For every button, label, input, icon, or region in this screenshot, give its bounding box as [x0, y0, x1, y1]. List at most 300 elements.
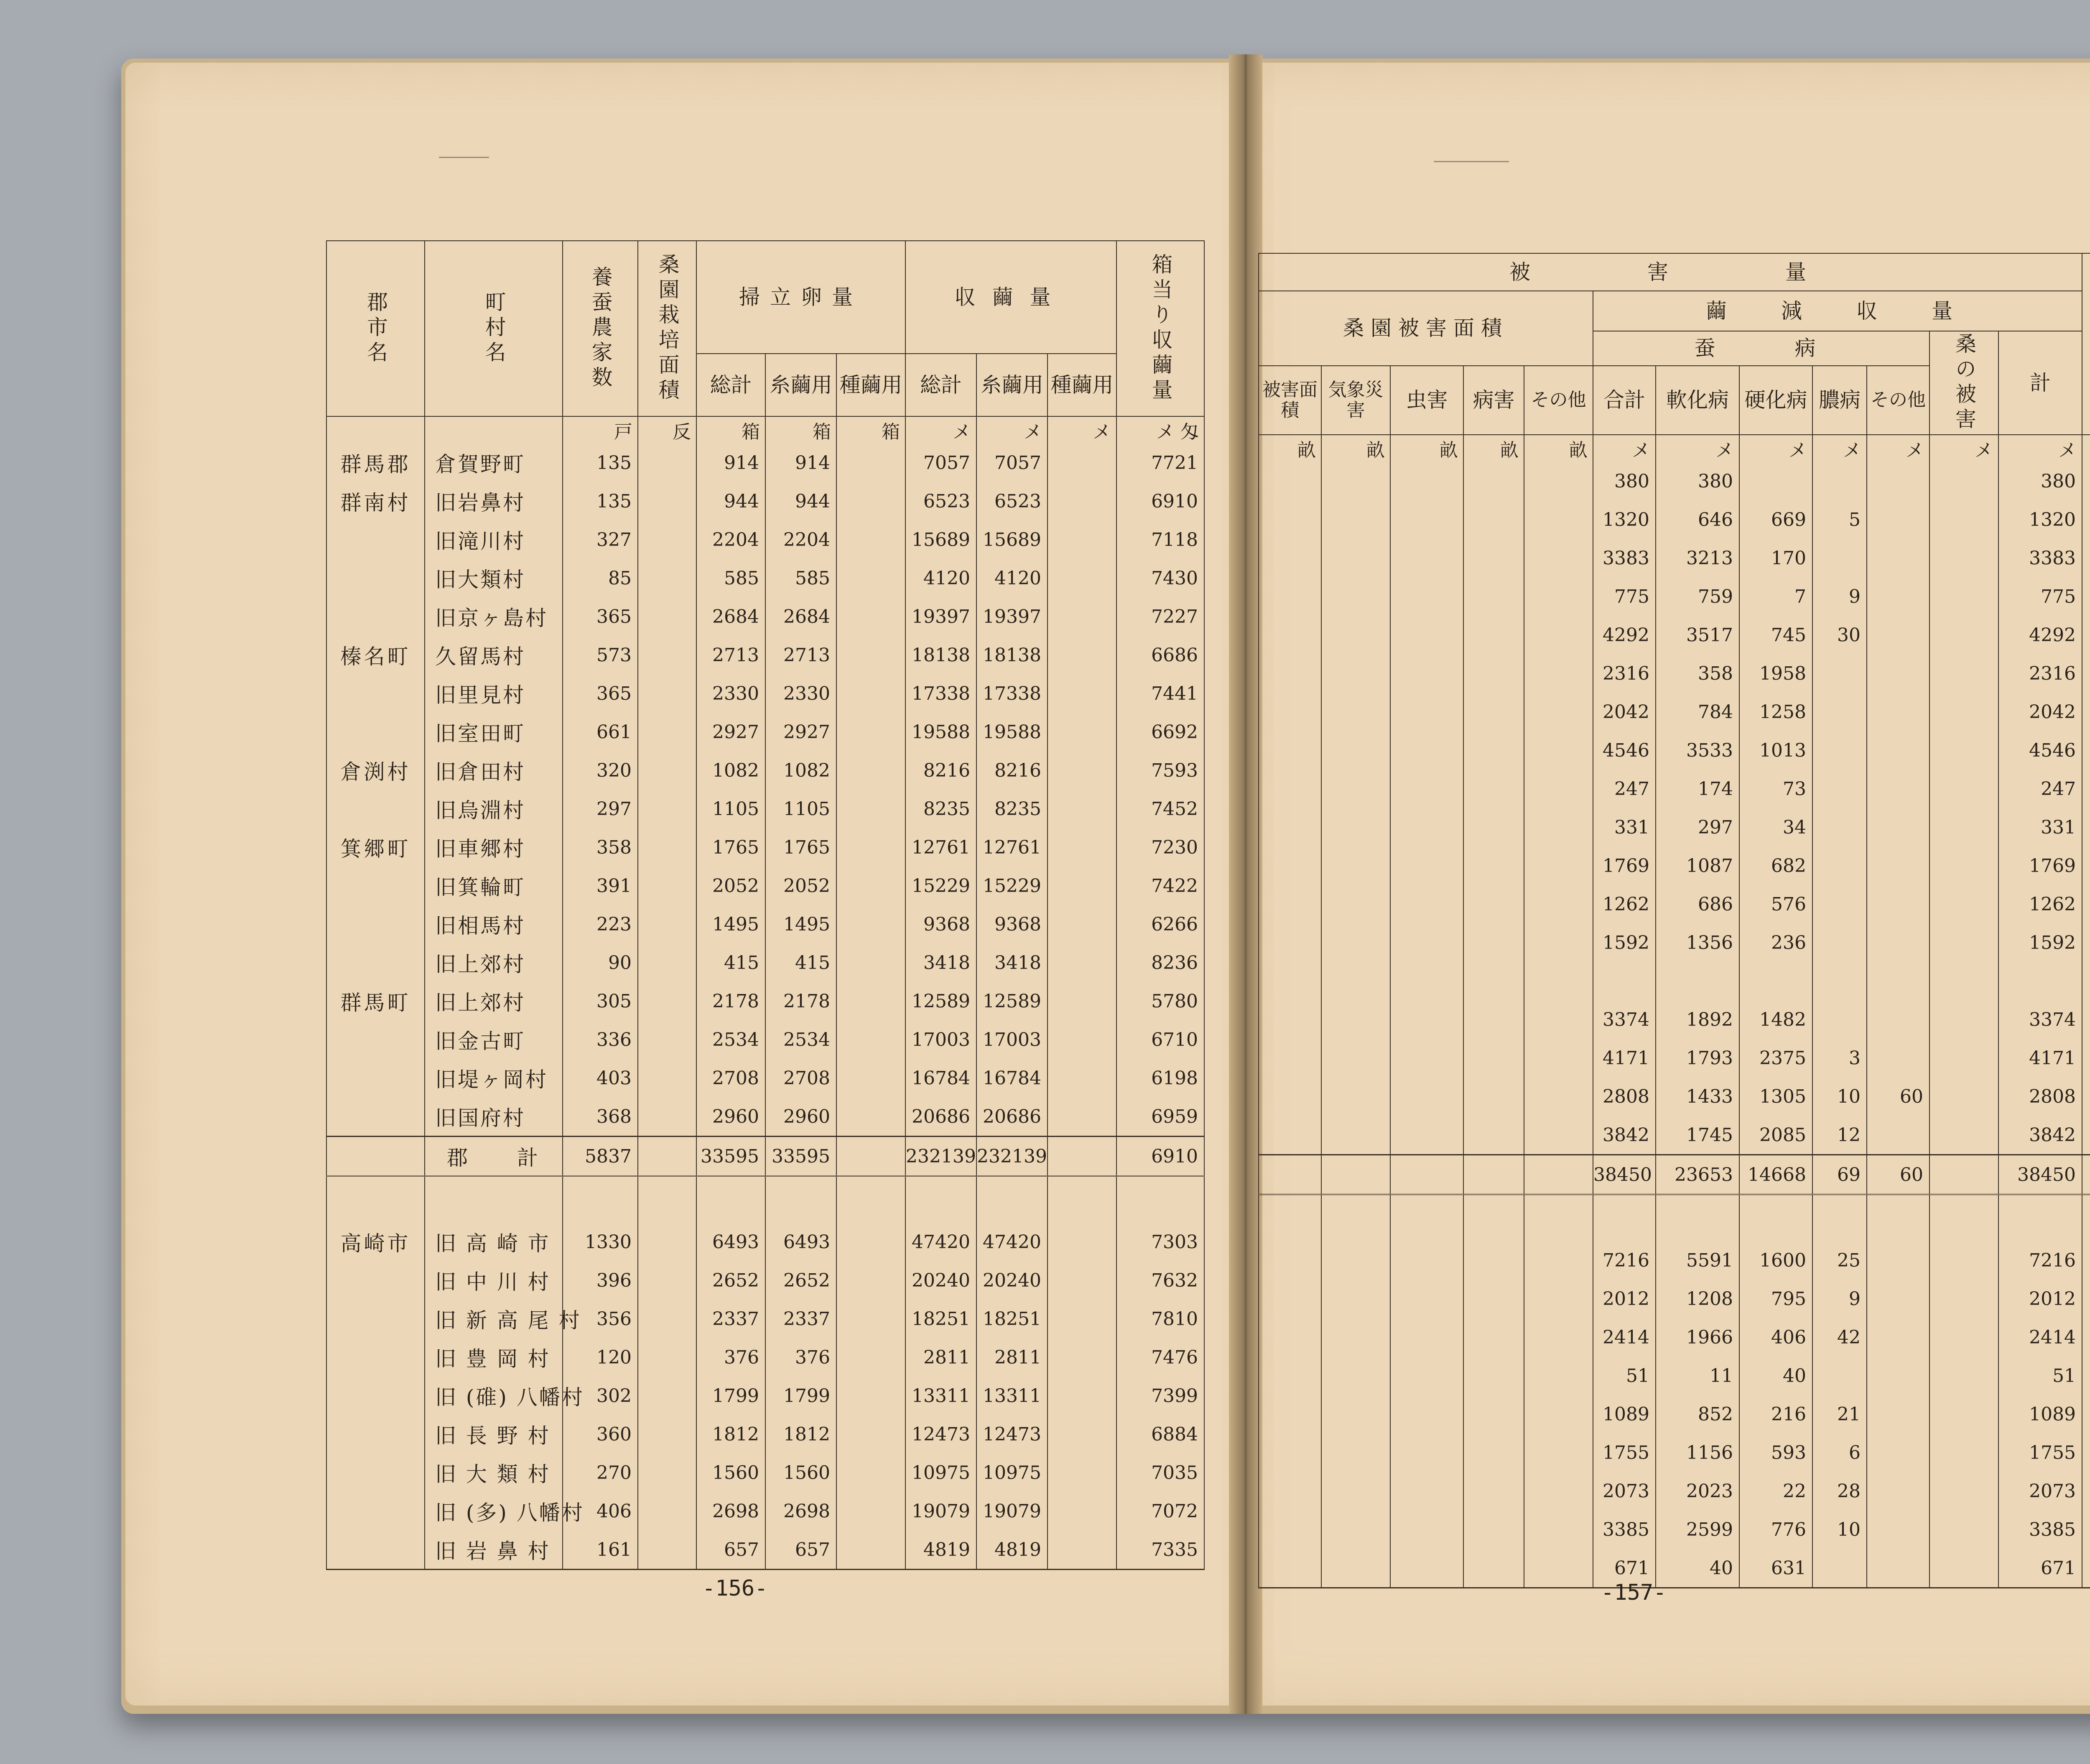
empty-cell: [1390, 770, 1463, 808]
empty-cell: [1463, 1510, 1524, 1549]
empty-cell: [1321, 770, 1390, 808]
book-gutter: [1229, 54, 1262, 1714]
soft-cell: 380: [1656, 462, 1739, 500]
other2-cell: [1867, 1549, 1929, 1588]
empty-cell: [1048, 1261, 1116, 1300]
empty-cell: [1048, 790, 1116, 828]
total-hard: 14668: [1739, 1155, 1812, 1195]
egg-silk-cell: 2204: [765, 520, 836, 559]
empty-cell: [1929, 885, 1998, 923]
unit-cell: 箱: [696, 416, 765, 444]
unit-cell: メ: [1867, 435, 1929, 462]
empty-cell: [1524, 693, 1593, 731]
empty-cell: [1524, 539, 1593, 577]
egg-silk-cell: 6493: [765, 1223, 836, 1261]
left-data-table: [326, 240, 1205, 1570]
empty-cell: [836, 1097, 905, 1137]
farms-cell: 573: [563, 636, 638, 674]
district-cell: [326, 1530, 425, 1570]
table-row: [1259, 1077, 2090, 1116]
sum-cell: 380: [1593, 462, 1656, 500]
empty-cell: [1321, 1433, 1390, 1472]
soft-cell: 1793: [1656, 1039, 1739, 1077]
hard-cell: 406: [1739, 1318, 1812, 1356]
empty-cell: [1259, 1116, 1321, 1155]
soft-cell: 1208: [1656, 1280, 1739, 1318]
header-cocoon-seed: 種繭用: [1048, 354, 1116, 416]
town-cell: 旧里見村: [425, 674, 563, 713]
empty-cell: [1259, 1280, 1321, 1318]
empty-cell: [1524, 1195, 1593, 1241]
total-cell: 1592: [1998, 923, 2082, 962]
total-pus: 69: [1812, 1155, 1867, 1195]
empty-cell: [1048, 1338, 1116, 1377]
table-row: [1259, 1356, 2090, 1395]
total-cell: 247: [1998, 770, 2082, 808]
empty-cell: [1929, 1356, 1998, 1395]
empty-cell: [1390, 1195, 1463, 1241]
empty-cell: [1463, 693, 1524, 731]
farms-cell: 365: [563, 597, 638, 636]
empty-cell: [1048, 1377, 1116, 1415]
empty-cell: [1048, 905, 1116, 943]
town-cell: 旧 (多) 八幡村: [425, 1492, 563, 1530]
base-cell: [2082, 693, 2090, 731]
empty-cell: [836, 1176, 905, 1223]
empty-cell: [1463, 962, 1524, 1000]
town-cell: 旧国府村: [425, 1097, 563, 1137]
cocoon-total-cell: 6523: [905, 482, 976, 520]
base-cell: [2082, 1472, 2090, 1510]
total-cell: 380: [1998, 462, 2082, 500]
table-row: [326, 636, 1204, 674]
unit-cell: メ: [1812, 435, 1867, 462]
soft-cell: 646: [1656, 500, 1739, 539]
empty-cell: [1463, 1116, 1524, 1155]
table-row: [1259, 962, 2090, 1000]
spacer-row: [326, 1176, 1204, 1223]
total-cell: 2042: [1998, 693, 2082, 731]
total-label: 郡 計: [425, 1137, 563, 1176]
empty-cell: [836, 1261, 905, 1300]
empty-cell: [1259, 693, 1321, 731]
empty-cell: [836, 867, 905, 905]
egg-total-cell: 1082: [696, 751, 765, 790]
cocoon-silk-cell: 6523: [976, 482, 1048, 520]
other2-cell: [1867, 577, 1929, 616]
egg-total-cell: 2204: [696, 520, 765, 559]
empty-cell: [1321, 1549, 1390, 1588]
base-cell: [2082, 1318, 2090, 1356]
unit-cell: メ: [1998, 435, 2082, 462]
cocoon-total-cell: 15689: [905, 520, 976, 559]
soft-cell: 358: [1656, 654, 1739, 693]
soft-cell: 297: [1656, 808, 1739, 846]
sum-cell: 2073: [1593, 1472, 1656, 1510]
sum-cell: 1769: [1593, 846, 1656, 885]
egg-silk-cell: 1495: [765, 905, 836, 943]
empty-cell: [638, 982, 696, 1020]
unit-cell: 箱: [836, 416, 905, 444]
other2-cell: [1867, 1510, 1929, 1549]
egg-total-cell: 2534: [696, 1020, 765, 1059]
header-egg-silk: 糸繭用: [765, 354, 836, 416]
empty-cell: [1463, 885, 1524, 923]
unit-cell: 箱: [765, 416, 836, 444]
other2-cell: [1867, 1000, 1929, 1039]
faint-mark: [1434, 161, 1509, 162]
cocoon-total-cell: 2811: [905, 1338, 976, 1377]
header-area: 被害面積: [1259, 366, 1321, 435]
empty-cell: [1390, 1356, 1463, 1395]
empty-cell: [836, 559, 905, 597]
cocoon-total-cell: 13311: [905, 1377, 976, 1415]
header-farms: 養蚕農家数: [563, 241, 638, 416]
table-row: [326, 1415, 1204, 1453]
table-row: [326, 790, 1204, 828]
empty-cell: [836, 905, 905, 943]
per-box-cell: 6710: [1116, 1020, 1204, 1059]
empty-cell: [1321, 1395, 1390, 1433]
empty-cell: [1321, 654, 1390, 693]
cocoon-total-cell: 17338: [905, 674, 976, 713]
cocoon-silk-cell: 19079: [976, 1492, 1048, 1530]
empty-cell: [836, 444, 905, 482]
town-cell: 旧 (碓) 八幡村: [425, 1377, 563, 1415]
farms-cell: 302: [563, 1377, 638, 1415]
empty-cell: [1390, 1549, 1463, 1588]
unit-cell: 畝: [1524, 435, 1593, 462]
district-cell: [326, 1059, 425, 1097]
empty-cell: [1048, 1097, 1116, 1137]
header-mulberry-damage-area: 桑園被害面積: [1259, 291, 1593, 366]
district-cell: [326, 1020, 425, 1059]
table-row: [326, 444, 1204, 482]
sum-cell: 331: [1593, 808, 1656, 846]
empty-cell: [1390, 846, 1463, 885]
empty-cell: [1048, 713, 1116, 751]
farms-cell: 365: [563, 674, 638, 713]
empty-cell: [1321, 808, 1390, 846]
empty-cell: [638, 713, 696, 751]
empty-cell: [1998, 1195, 2082, 1241]
table-row: [326, 943, 1204, 982]
empty-cell: [836, 1453, 905, 1492]
empty-cell: [1048, 1300, 1116, 1338]
header-damage: 被 害 量: [1259, 253, 2082, 291]
town-cell: 旧相馬村: [425, 905, 563, 943]
table-row: [326, 1377, 1204, 1415]
unit-row: [326, 416, 1204, 444]
empty-cell: [1390, 1241, 1463, 1280]
empty-cell: [1524, 731, 1593, 770]
egg-total-cell: 1812: [696, 1415, 765, 1453]
sum-cell: [1593, 962, 1656, 1000]
hard-cell: 1958: [1739, 654, 1812, 693]
table-row: [1259, 1241, 2090, 1280]
soft-cell: 1156: [1656, 1433, 1739, 1472]
header-pus: 膿病: [1812, 366, 1867, 435]
hard-cell: 682: [1739, 846, 1812, 885]
total-cell: 4546: [1998, 731, 2082, 770]
soft-cell: 40: [1656, 1549, 1739, 1588]
empty-cell: [1390, 923, 1463, 962]
total-cell: 1262: [1998, 885, 2082, 923]
empty-cell: [1390, 577, 1463, 616]
empty-cell: [836, 1338, 905, 1377]
empty-cell: [1048, 1453, 1116, 1492]
empty-cell: [836, 1059, 905, 1097]
empty-cell: [1048, 982, 1116, 1020]
empty-cell: [1929, 1039, 1998, 1077]
other2-cell: [1867, 770, 1929, 808]
town-cell: 久留馬村: [425, 636, 563, 674]
base-cell: [2082, 1549, 2090, 1588]
empty-cell: [1929, 616, 1998, 654]
total-cell: 7216: [1998, 1241, 2082, 1280]
empty-cell: [1929, 731, 1998, 770]
total-per-box: 6910: [1116, 1137, 1204, 1176]
cocoon-silk-cell: 19397: [976, 597, 1048, 636]
farms-cell: 358: [563, 828, 638, 867]
faint-mark: [439, 157, 489, 158]
empty-cell: [1524, 500, 1593, 539]
empty-cell: [563, 1176, 638, 1223]
egg-total-cell: 1495: [696, 905, 765, 943]
town-cell: 旧室田町: [425, 713, 563, 751]
empty-cell: [1463, 1356, 1524, 1395]
district-cell: [326, 1453, 425, 1492]
base-cell: [2082, 923, 2090, 962]
empty-cell: [765, 1176, 836, 1223]
per-box-cell: 7721: [1116, 444, 1204, 482]
sum-cell: 247: [1593, 770, 1656, 808]
empty-cell: [638, 1137, 696, 1176]
cocoon-silk-cell: 12589: [976, 982, 1048, 1020]
empty-cell: [1929, 923, 1998, 962]
pus-cell: 6: [1812, 1433, 1867, 1472]
total-cell: 4171: [1998, 1039, 2082, 1077]
egg-silk-cell: 415: [765, 943, 836, 982]
empty-cell: [1524, 1510, 1593, 1549]
other2-cell: [1867, 1318, 1929, 1356]
total-cell: 3383: [1998, 539, 2082, 577]
total-cell: 2316: [1998, 654, 2082, 693]
egg-total-cell: 2330: [696, 674, 765, 713]
hard-cell: 236: [1739, 923, 1812, 962]
total-cell: 775: [1998, 577, 2082, 616]
pus-cell: [1812, 539, 1867, 577]
table-row: [326, 751, 1204, 790]
cocoon-silk-cell: 13311: [976, 1377, 1048, 1415]
egg-silk-cell: 2927: [765, 713, 836, 751]
egg-silk-cell: 2713: [765, 636, 836, 674]
empty-cell: [836, 1492, 905, 1530]
per-box-cell: 7593: [1116, 751, 1204, 790]
empty-cell: [638, 482, 696, 520]
cocoon-silk-cell: 4819: [976, 1530, 1048, 1570]
egg-total-cell: 944: [696, 482, 765, 520]
empty-cell: [638, 1176, 696, 1223]
town-cell: 旧 豊 岡 村: [425, 1338, 563, 1377]
empty-cell: [1463, 1195, 1524, 1241]
farms-cell: 135: [563, 482, 638, 520]
per-box-cell: 6692: [1116, 713, 1204, 751]
other2-cell: [1867, 962, 1929, 1000]
per-box-cell: 8236: [1116, 943, 1204, 982]
other2-cell: [1867, 693, 1929, 731]
cocoon-silk-cell: 12761: [976, 828, 1048, 867]
per-box-cell: 6266: [1116, 905, 1204, 943]
hard-cell: 1482: [1739, 1000, 1812, 1039]
header-reduction: 繭 減 収 量: [1593, 291, 2082, 331]
unit-cell: メ: [1739, 435, 1812, 462]
empty-cell: [1463, 923, 1524, 962]
sum-cell: 4292: [1593, 616, 1656, 654]
empty-cell: [638, 1453, 696, 1492]
town-cell: 旧 大 類 村: [425, 1453, 563, 1492]
district-cell: [326, 1492, 425, 1530]
header-soft: 軟化病: [1656, 366, 1739, 435]
sum-cell: 3385: [1593, 1510, 1656, 1549]
empty-cell: [1929, 500, 1998, 539]
soft-cell: 1966: [1656, 1318, 1739, 1356]
empty-cell: [836, 1530, 905, 1570]
empty-cell: [836, 1415, 905, 1453]
unit-cell: [425, 416, 563, 444]
header-silkworm-disease: 蚕 病: [1593, 331, 1929, 366]
base-cell: [2082, 1356, 2090, 1395]
table-row: [1259, 885, 2090, 923]
empty-cell: [1524, 1395, 1593, 1433]
header-other: その他: [1524, 366, 1593, 435]
egg-silk-cell: 2652: [765, 1261, 836, 1300]
empty-cell: [1929, 1433, 1998, 1472]
farms-cell: 85: [563, 559, 638, 597]
sum-cell: 1320: [1593, 500, 1656, 539]
table-row: [1259, 693, 2090, 731]
empty-cell: [1524, 654, 1593, 693]
empty-cell: [836, 1020, 905, 1059]
pus-cell: 9: [1812, 1280, 1867, 1318]
district-cell: [326, 1415, 425, 1453]
header-cocoon-group: 収繭量: [905, 241, 1116, 354]
hard-cell: 745: [1739, 616, 1812, 654]
farms-cell: 320: [563, 751, 638, 790]
farms-cell: 223: [563, 905, 638, 943]
per-box-cell: 7430: [1116, 559, 1204, 597]
empty-cell: [1321, 1280, 1390, 1318]
table-row: [1259, 1433, 2090, 1472]
sum-cell: 2808: [1593, 1077, 1656, 1116]
farms-cell: 406: [563, 1492, 638, 1530]
district-cell: 高崎市: [326, 1223, 425, 1261]
empty-cell: [1048, 1223, 1116, 1261]
other2-cell: [1867, 885, 1929, 923]
empty-cell: [1048, 636, 1116, 674]
empty-cell: [836, 828, 905, 867]
empty-cell: [1259, 808, 1321, 846]
base-cell: [2082, 1000, 2090, 1039]
cocoon-total-cell: 12589: [905, 982, 976, 1020]
cocoon-silk-cell: 20686: [976, 1097, 1048, 1137]
other2-cell: [1867, 1472, 1929, 1510]
other2-cell: [1867, 808, 1929, 846]
egg-total-cell: 6493: [696, 1223, 765, 1261]
unit-cell: 畝: [1463, 435, 1524, 462]
soft-cell: 784: [1656, 693, 1739, 731]
empty-cell: [1259, 1077, 1321, 1116]
sum-cell: 51: [1593, 1356, 1656, 1395]
table-row: [326, 1097, 1204, 1137]
cocoon-total-cell: 4120: [905, 559, 976, 597]
pus-cell: [1812, 846, 1867, 885]
pus-cell: [1812, 462, 1867, 500]
base-cell: [2082, 1433, 2090, 1472]
district-cell: [326, 790, 425, 828]
empty-cell: [638, 1530, 696, 1570]
town-cell: 旧大類村: [425, 559, 563, 597]
total-cell: 331: [1998, 808, 2082, 846]
base-cell: [2082, 1039, 2090, 1077]
egg-silk-cell: 1082: [765, 751, 836, 790]
table-row: [1259, 1000, 2090, 1039]
empty-cell: [1463, 731, 1524, 770]
empty-cell: [1048, 751, 1116, 790]
pus-cell: 10: [1812, 1510, 1867, 1549]
table-row: [326, 1338, 1204, 1377]
base-cell: [2082, 770, 2090, 808]
base-cell: [2082, 616, 2090, 654]
soft-cell: 1356: [1656, 923, 1739, 962]
sum-cell: 1592: [1593, 923, 1656, 962]
empty-cell: [836, 751, 905, 790]
per-box-cell: 6910: [1116, 482, 1204, 520]
district-cell: [326, 1338, 425, 1377]
hard-cell: [1739, 962, 1812, 1000]
farms-cell: 661: [563, 713, 638, 751]
empty-cell: [1390, 1395, 1463, 1433]
empty-cell: [836, 943, 905, 982]
base-cell: [2082, 539, 2090, 577]
town-cell: 倉賀野町: [425, 444, 563, 482]
cocoon-total-cell: 8235: [905, 790, 976, 828]
sum-cell: 775: [1593, 577, 1656, 616]
farms-cell: 90: [563, 943, 638, 982]
table-row: [1259, 808, 2090, 846]
egg-silk-cell: 2052: [765, 867, 836, 905]
empty-cell: [638, 520, 696, 559]
empty-cell: [638, 1300, 696, 1338]
empty-cell: [836, 1300, 905, 1338]
empty-cell: [1259, 539, 1321, 577]
page-number-left: -156-: [702, 1576, 768, 1601]
header-hard: 硬化病: [1739, 366, 1812, 435]
table-row: [1259, 770, 2090, 808]
farms-cell: 403: [563, 1059, 638, 1097]
hard-cell: 795: [1739, 1280, 1812, 1318]
header-cocoon-silk: 糸繭用: [976, 354, 1048, 416]
sum-cell: 4171: [1593, 1039, 1656, 1077]
sum-cell: 7216: [1593, 1241, 1656, 1280]
unit-cell: メ: [905, 416, 976, 444]
empty-cell: [1463, 1039, 1524, 1077]
empty-cell: [1259, 1510, 1321, 1549]
egg-total-cell: 2927: [696, 713, 765, 751]
empty-cell: [1321, 846, 1390, 885]
empty-cell: [326, 1176, 425, 1223]
cocoon-total-cell: 12761: [905, 828, 976, 867]
